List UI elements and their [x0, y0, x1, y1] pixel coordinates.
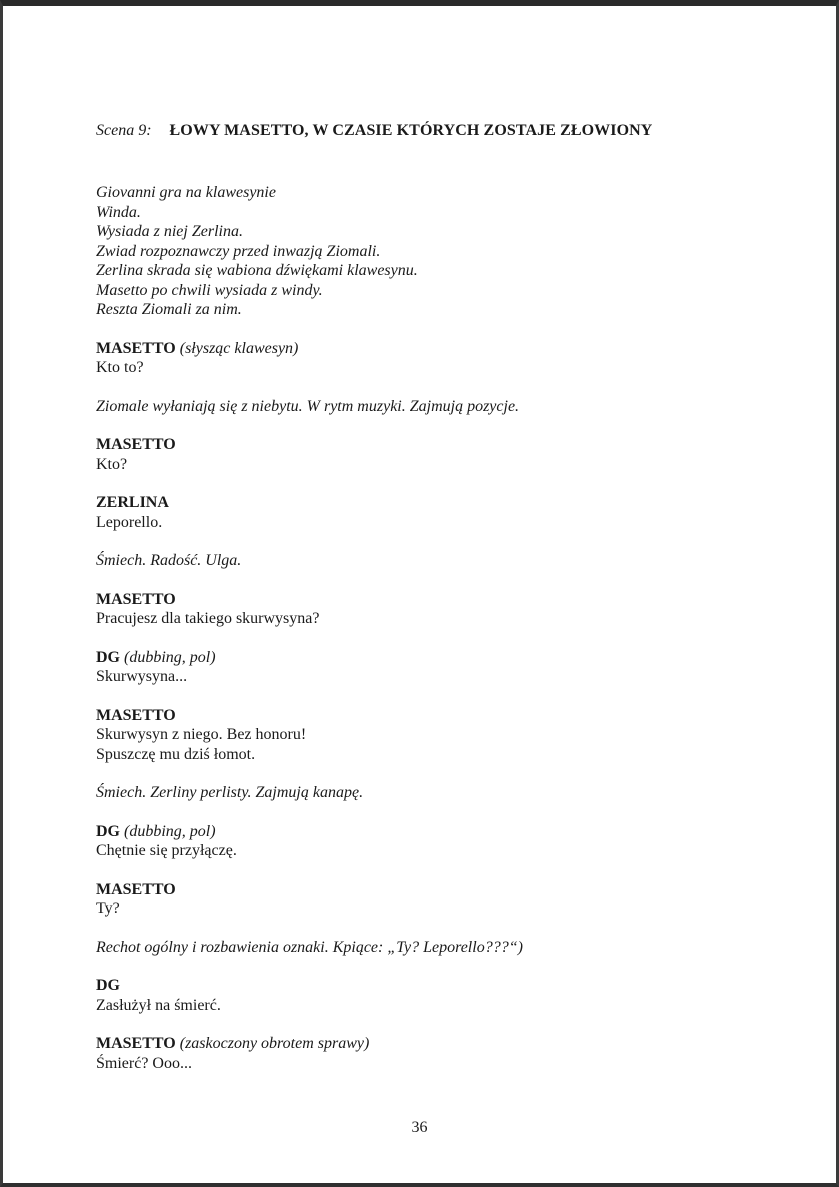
speaker-direction: (słysząc klawesyn)	[179, 339, 299, 357]
stage-line: Giovanni gra na klawesynie	[96, 184, 276, 201]
dialogue-block	[96, 976, 786, 1015]
dialogue-line: Spuszczę mu dziś łomot.	[96, 745, 256, 763]
stage-line: Zerlina skrada się wabiona dźwiękami klawesynu.	[96, 262, 418, 279]
stage-direction	[96, 938, 786, 958]
page-number: 36	[411, 1119, 428, 1136]
speaker-name: DG	[96, 977, 120, 994]
stage-line: Reszta Ziomali za nim.	[96, 301, 242, 318]
speaker-name: ZERLINA	[96, 494, 169, 511]
stage-direction	[96, 783, 786, 803]
stage-line: Zwiad rozpoznawczy przed inwazją Ziomali.	[96, 242, 381, 260]
stage-direction	[96, 397, 786, 417]
stage-line: Wysiada z niej Zerlina.	[96, 223, 243, 240]
speaker-name: MASETTO	[96, 590, 176, 608]
stage-direction	[96, 551, 786, 571]
speaker-direction: (zaskoczony obrotem sprawy)	[179, 1035, 370, 1052]
script-body	[96, 183, 786, 1092]
dialogue-line: Skurwysyn z niego. Bez honoru!	[96, 726, 307, 743]
dialogue-line: Kto to?	[96, 359, 144, 376]
dialogue-block	[96, 493, 786, 532]
dialogue-line: Kto?	[96, 455, 128, 473]
dialogue-block	[96, 706, 786, 765]
dialogue-line: Skurwysyna...	[96, 668, 188, 685]
speaker-direction: (dubbing, pol)	[124, 648, 216, 666]
dialogue-block	[96, 648, 786, 687]
dialogue-line: Ty?	[96, 900, 120, 917]
dialogue-block	[96, 880, 786, 919]
dialogue-line: Śmierć? Ooo...	[96, 1054, 192, 1072]
speaker-name: MASETTO	[96, 1035, 176, 1052]
stage-line: Ziomale wyłaniają się z niebytu. W rytm muzyki. Zajmują pozycje.	[96, 397, 520, 415]
stage-line: Śmiech. Zerliny perlisty. Zajmują kanapę.	[96, 784, 364, 801]
dialogue-line: Pracujesz dla takiego skurwysyna?	[96, 610, 320, 627]
opening-stage-directions	[96, 183, 786, 320]
speaker-direction: (dubbing, pol)	[124, 822, 216, 840]
dialogue-line: Leporello.	[96, 513, 163, 531]
dialogue-block	[96, 435, 786, 474]
scene-heading	[96, 122, 652, 140]
dialogue-line: Zasłużył na śmierć.	[96, 996, 221, 1014]
speaker-name: MASETTO	[96, 436, 176, 453]
stage-line: Rechot ogólny i rozbawienia oznaki. Kpiące: „Ty? Leporello???“)	[96, 938, 523, 956]
dialogue-block	[96, 1034, 786, 1073]
speaker-name: MASETTO	[96, 706, 176, 724]
scene-title: ŁOWY MASETTO, W CZASIE KTÓRYCH ZOSTAJE ZŁOWIONY	[169, 122, 653, 139]
scene-label: Scena 9:	[96, 122, 152, 139]
stage-line: Śmiech. Radość. Ulga.	[96, 552, 242, 569]
dialogue-block	[96, 590, 786, 629]
speaker-name: DG	[96, 648, 120, 666]
dialogue-block	[96, 339, 786, 378]
speaker-name: MASETTO	[96, 880, 176, 898]
speaker-name: MASETTO	[96, 339, 176, 357]
speaker-name: DG	[96, 822, 120, 840]
dialogue-line: Chętnie się przyłączę.	[96, 842, 237, 859]
stage-line: Masetto po chwili wysiada z windy.	[96, 281, 323, 299]
stage-line: Winda.	[96, 203, 141, 221]
dialogue-block	[96, 822, 786, 861]
